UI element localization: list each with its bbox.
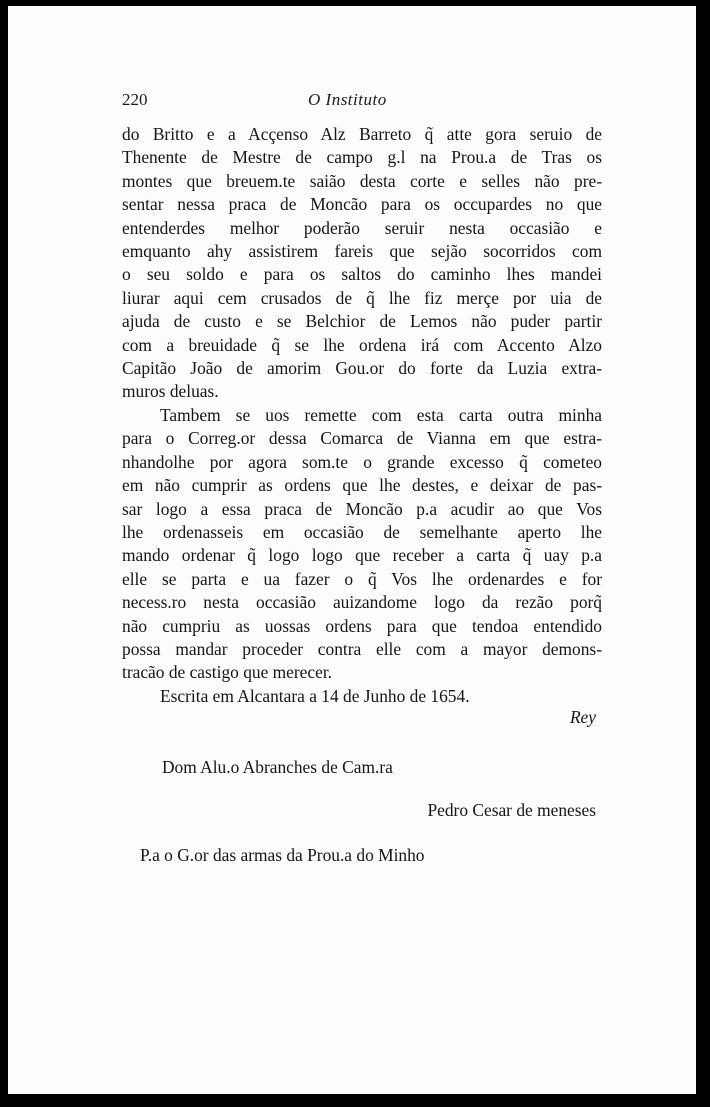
text-line: Tambem se uos remette com esta carta outra minha [160,404,602,425]
text-line: do Britto e a Acçenso Alz Barreto q̃ atte gora seruio de [122,124,602,144]
text-line: possa mandar proceder contra elle com a mayor demons- [122,638,602,659]
text-line: emquanto ahy assistirem fareis que sejão socorridos com [122,241,602,262]
text-line: Capitão João de amorim Gou.or do forte da Luzia extra- [122,358,602,379]
text-line: lhe ordenasseis em occasião de semelhante aperto lhe [122,521,602,542]
text-line: mando ordenar q̃ logo logo que receber a carta q̃ uay p.a [122,545,602,566]
signature-dom: Dom Alu.o Abranches de Cam.ra [162,757,393,777]
page-number: 220 [122,90,148,109]
text-line: com a breuidade q̃ se lhe ordena irá com Accento Alzo [122,334,602,355]
signature-rey: Rey [569,707,596,727]
text-line: para o Correg.or dessa Comarca de Vianna em que estra- [122,428,602,449]
text-line: sentar nessa praca de Moncão para os occupardes no que [122,194,602,215]
text-line: Thenente de Mestre de campo g.l na Prou.a de Tras os [122,147,602,168]
text-line: necess.ro nesta occasião auizandome logo da rezão porq̃ [122,592,602,613]
running-title: O Instituto [308,90,387,109]
text-line: liurar aqui cem crusados de q̃ lhe fiz merçe por uia de [122,287,602,308]
page-header [122,90,602,114]
text-line: Escrita em Alcantara a 14 de Junho de 1654. [160,685,470,706]
paragraph-3 [122,685,602,708]
text-line: ajuda de custo e se Belchior de Lemos não puder partir [122,311,602,332]
signature-pedro: Pedro Cesar de meneses [427,800,596,820]
text-line: tracão de castigo que merecer. [122,662,333,683]
text-line: muros deluas. [122,381,219,402]
text-line: elle se parta e ua fazer o q̃ Vos lhe ordenardes e for [122,568,602,589]
letter-body [122,123,602,708]
text-line: em não cumprir as ordens que lhe destes, e deixar de pas- [122,475,602,496]
text-line: não cumpriu as uossas ordens para que tendoa entendido [122,615,602,636]
text-line: sar logo a essa praca de Moncão p.a acudir ao que Vos [122,498,602,519]
paragraph-1 [122,123,602,404]
text-line: o seu soldo e para os saltos do caminho lhes mandei [122,264,602,285]
text-line: entenderdes melhor poderão seruir nesta occasião e [122,217,602,238]
addressee-line: P.a o G.or das armas da Prou.a do Minho [140,845,425,865]
paragraph-2 [122,404,602,685]
text-line: nhandolhe por agora som.te o grande excesso q̃ cometeo [122,451,602,472]
text-line: montes que breuem.te saião desta corte e selles não pre- [122,170,602,191]
